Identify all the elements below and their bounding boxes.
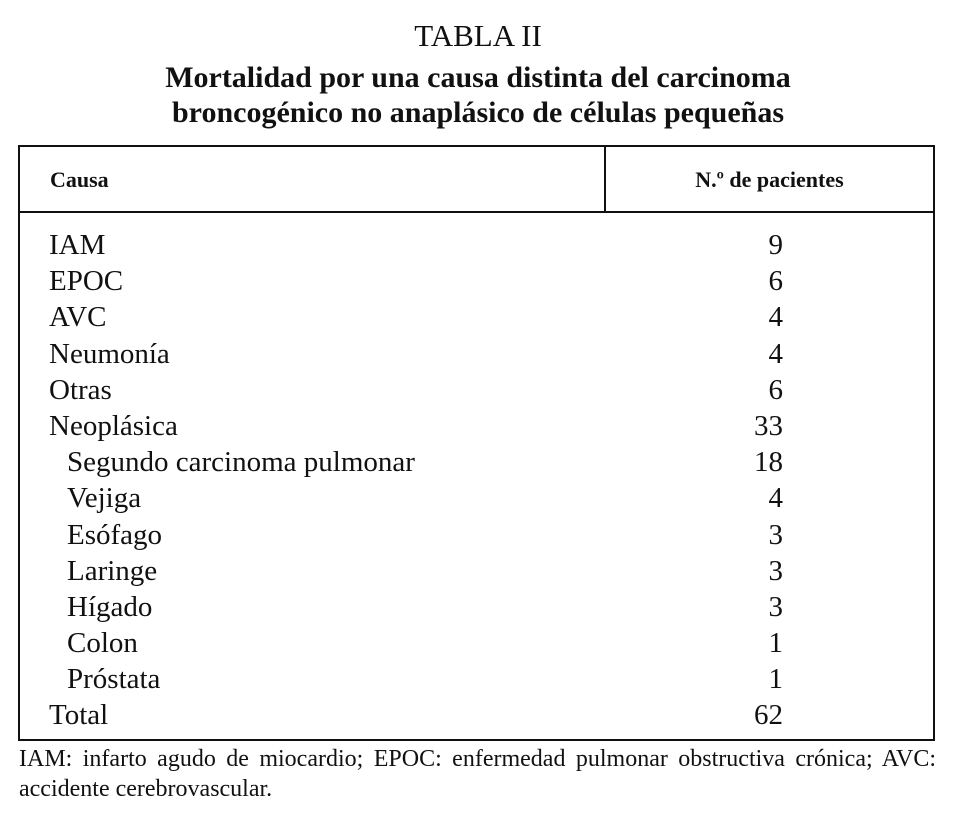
column-header-count: N.º de pacientes <box>695 167 844 192</box>
table-row-subitem <box>20 553 933 589</box>
data-table <box>18 145 935 741</box>
table-row <box>20 263 933 299</box>
table-row-subitem <box>20 661 933 697</box>
table-label: TABLA II <box>414 18 542 53</box>
table-row-subitem <box>20 480 933 516</box>
count-cell: 3 <box>768 518 783 551</box>
table-row-subitem <box>20 517 933 553</box>
count-cell: 62 <box>754 699 783 732</box>
cause-cell: IAM <box>49 229 106 261</box>
count-cell: 1 <box>768 663 783 696</box>
table-row <box>20 299 933 335</box>
column-header-cause: Causa <box>50 167 109 192</box>
count-cell: 3 <box>768 590 783 623</box>
table-title-line-2: broncogénico no anaplásico de células pequeñas <box>171 96 785 129</box>
count-cell: 3 <box>768 554 783 587</box>
cause-cell: Total <box>49 699 109 732</box>
cause-cell: EPOC <box>49 265 124 298</box>
table-row <box>20 408 933 444</box>
cause-cell: Neumonía <box>49 337 170 370</box>
table-row-subitem <box>20 589 933 625</box>
table-row-subitem <box>20 444 933 480</box>
count-cell: 4 <box>768 301 783 334</box>
table-footnote: IAM: infarto agudo de miocardio; EPOC: enfermedad pulmonar obstructiva crónica; AVC: accidente cerebrovascular. <box>19 746 936 802</box>
table-row <box>20 372 933 408</box>
cause-cell: Segundo carcinoma pulmonar <box>67 446 415 479</box>
cause-cell: Vejiga <box>67 482 142 515</box>
table-row <box>20 336 933 372</box>
cause-cell: Neoplásica <box>49 409 178 442</box>
cause-cell: Próstata <box>67 663 161 696</box>
cause-cell: Colon <box>67 627 138 660</box>
cause-cell: Laringe <box>67 554 158 587</box>
count-cell: 9 <box>768 229 783 261</box>
count-cell: 4 <box>768 482 783 515</box>
table-row-total <box>20 697 933 733</box>
cause-cell: Esófago <box>67 518 163 551</box>
table-header-row <box>20 147 933 213</box>
table-row-subitem <box>20 625 933 661</box>
table-row <box>20 227 933 263</box>
cause-cell: AVC <box>49 301 107 334</box>
count-cell: 33 <box>754 409 783 442</box>
count-cell: 18 <box>754 446 783 479</box>
count-cell: 6 <box>768 265 783 298</box>
cause-cell: Otras <box>49 373 112 406</box>
table-title-line-1: Mortalidad por una causa distinta del carcinoma <box>165 61 791 94</box>
table-body <box>20 227 933 734</box>
table-title <box>0 60 956 130</box>
cause-cell: Hígado <box>67 590 153 623</box>
count-cell: 1 <box>768 627 783 660</box>
count-cell: 4 <box>768 337 783 370</box>
count-cell: 6 <box>768 373 783 406</box>
